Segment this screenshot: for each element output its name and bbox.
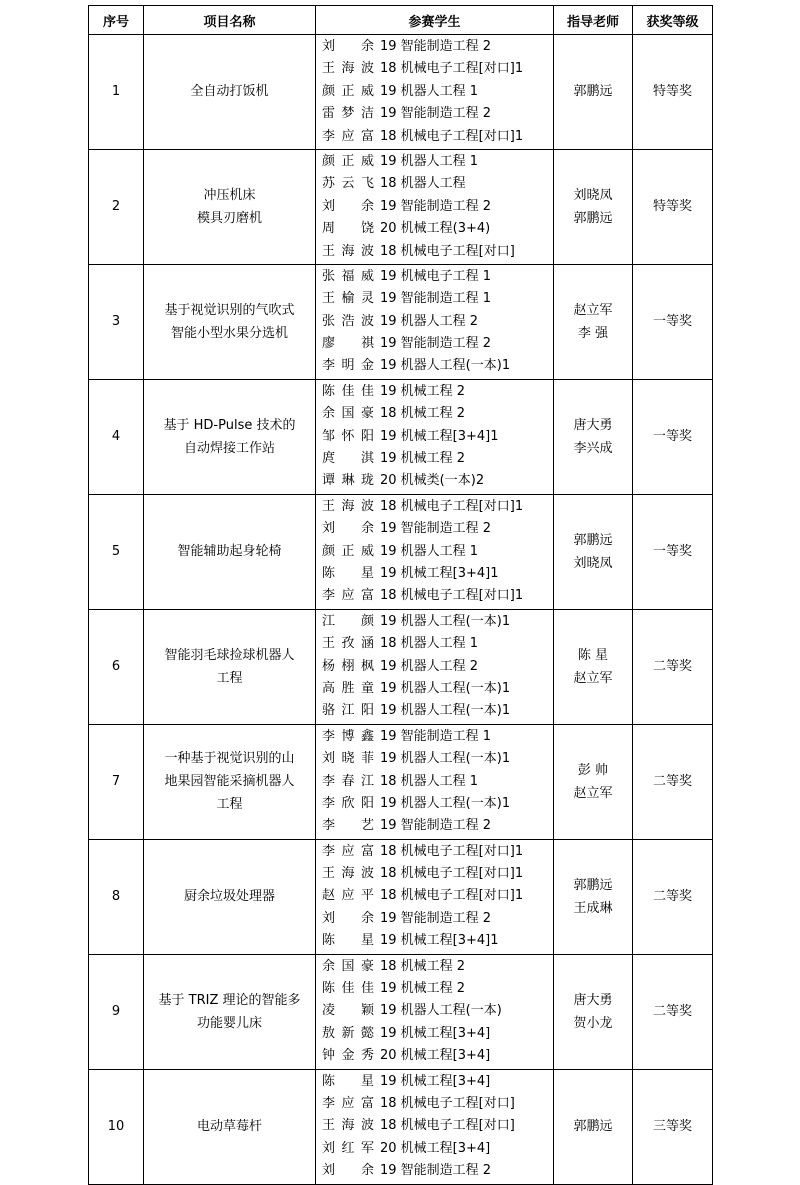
row-number: 6 — [89, 609, 144, 724]
student-entry — [322, 426, 553, 448]
project-name — [144, 839, 316, 954]
student-name: 张福威 — [322, 268, 374, 284]
students-cell — [316, 494, 554, 609]
student-entry — [322, 58, 553, 80]
student-entry — [322, 885, 553, 907]
student-name: 李应富 — [322, 588, 374, 604]
header-students: 参赛学生 — [316, 6, 554, 35]
student-class: 19 机器人工程(一本)1 — [380, 358, 511, 374]
student-class: 19 智能制造工程 2 — [380, 521, 492, 537]
student-entry — [322, 748, 553, 770]
student-name: 王海波 — [322, 1118, 374, 1134]
student-class: 19 机械工程[3+4]1 — [380, 428, 499, 444]
student-entry — [322, 541, 553, 563]
student-entry — [322, 1160, 553, 1182]
teacher-name: 刘晓凤 — [573, 187, 613, 203]
student-class: 19 机器人工程 1 — [380, 83, 479, 99]
student-name: 余国豪 — [322, 406, 374, 422]
student-class: 19 机器人工程 1 — [380, 153, 479, 169]
student-entry — [322, 563, 553, 585]
student-class: 18 机械电子工程[对口]1 — [380, 866, 524, 882]
student-entry — [322, 126, 553, 148]
student-name: 雷梦洁 — [322, 106, 374, 122]
student-entry — [322, 311, 553, 333]
student-class: 18 机械电子工程[对口]1 — [380, 888, 524, 904]
student-class: 19 智能制造工程 2 — [380, 39, 492, 54]
awards-table — [88, 5, 713, 1185]
row-number: 8 — [89, 839, 144, 954]
student-class: 18 机械工程 2 — [380, 958, 466, 974]
student-entry — [322, 151, 553, 173]
student-name: 敖新懿 — [322, 1025, 374, 1041]
teachers-cell — [554, 1069, 633, 1184]
student-name: 王孜涵 — [322, 636, 374, 652]
teacher-name: 赵立军 — [573, 302, 613, 318]
project-name-line: 地果园智能采摘机器人 — [164, 774, 295, 790]
student-name: 王海波 — [322, 243, 374, 259]
student-class: 19 机器人工程(一本)1 — [380, 751, 511, 767]
student-name: 陈 星 — [322, 1073, 374, 1089]
row-number: 9 — [89, 954, 144, 1069]
student-name: 李应富 — [322, 843, 374, 859]
teacher-name: 李 强 — [577, 325, 609, 341]
teacher-name: 郭鹏远 — [573, 210, 613, 226]
student-entry — [322, 1138, 553, 1160]
student-class: 18 机器人工程 — [380, 176, 466, 192]
teacher-name: 郭鹏远 — [573, 877, 613, 893]
student-name: 钟金秀 — [322, 1048, 374, 1064]
student-name: 王海波 — [322, 61, 374, 77]
student-entry — [322, 496, 553, 518]
student-class: 19 智能制造工程 1 — [380, 291, 492, 307]
teachers-cell — [554, 724, 633, 839]
student-entry — [322, 793, 553, 815]
student-name: 刘 余 — [322, 198, 374, 214]
students-cell — [316, 609, 554, 724]
header-project: 项目名称 — [144, 6, 316, 35]
teacher-name: 陈 星 — [577, 647, 609, 663]
teacher-name: 郭鹏远 — [573, 1119, 613, 1135]
student-entry — [322, 241, 553, 263]
project-name-line: 功能婴儿床 — [196, 1015, 262, 1031]
table-row — [89, 379, 713, 494]
project-name — [144, 149, 316, 264]
row-number: 10 — [89, 1069, 144, 1184]
student-class: 20 机械类(一本)2 — [380, 473, 485, 489]
student-name: 骆江阳 — [322, 703, 374, 719]
project-name-line: 智能羽毛球捡球机器人 — [164, 647, 295, 663]
student-entry — [322, 381, 553, 403]
student-entry — [322, 1000, 553, 1022]
student-class: 20 机械工程[3+4] — [380, 1048, 491, 1064]
student-name: 陈 星 — [322, 565, 374, 581]
award-level: 一等奖 — [633, 379, 713, 494]
teachers-cell — [554, 149, 633, 264]
student-class: 19 机械工程[3+4] — [380, 1025, 491, 1041]
teacher-name: 郭鹏远 — [573, 532, 613, 548]
student-class: 19 机器人工程(一本)1 — [380, 613, 511, 629]
student-class: 18 机械电子工程[对口] — [380, 243, 515, 259]
student-entry — [322, 470, 553, 492]
student-class: 19 机械工程 2 — [380, 451, 466, 467]
student-entry — [322, 36, 553, 58]
student-entry — [322, 863, 553, 885]
student-class: 18 机械电子工程[对口]1 — [380, 588, 524, 604]
student-name: 李 艺 — [322, 818, 374, 834]
project-name — [144, 494, 316, 609]
students-cell — [316, 379, 554, 494]
student-entry — [322, 1045, 553, 1067]
project-name-line: 基于视觉识别的气吹式 — [164, 302, 295, 318]
student-name: 李欣阳 — [322, 795, 374, 811]
project-name-line: 模具刃磨机 — [196, 210, 262, 226]
student-name: 刘 余 — [322, 39, 374, 54]
student-name: 谭琳珑 — [322, 473, 374, 489]
student-entry — [322, 266, 553, 288]
students-cell — [316, 149, 554, 264]
student-entry — [322, 81, 553, 103]
table-row — [89, 724, 713, 839]
student-name: 庹 淇 — [322, 451, 374, 467]
project-name — [144, 35, 316, 150]
student-name: 江 颜 — [322, 613, 374, 629]
table-row — [89, 1069, 713, 1184]
header-row — [89, 6, 713, 35]
teachers-cell — [554, 494, 633, 609]
project-name-line: 电动草莓杆 — [196, 1119, 262, 1135]
project-name-line: 基于 HD-Pulse 技术的 — [163, 417, 296, 433]
student-class: 18 机械工程 2 — [380, 406, 466, 422]
project-name — [144, 1069, 316, 1184]
teacher-name: 李兴成 — [573, 440, 613, 456]
student-class: 20 机械工程(3+4) — [380, 221, 491, 237]
student-class: 19 智能制造工程 2 — [380, 818, 492, 834]
student-class: 19 机械电子工程 1 — [380, 268, 492, 284]
student-entry — [322, 656, 553, 678]
project-name-line: 全自动打饭机 — [190, 84, 269, 100]
student-name: 王海波 — [322, 866, 374, 882]
teacher-name: 郭鹏远 — [573, 84, 613, 100]
student-class: 19 机械工程 2 — [380, 383, 466, 399]
student-entry — [322, 908, 553, 930]
student-class: 19 智能制造工程 1 — [380, 728, 492, 744]
student-name: 李春江 — [322, 773, 374, 789]
teachers-cell — [554, 839, 633, 954]
project-name — [144, 264, 316, 379]
student-class: 18 机械电子工程[对口]1 — [380, 843, 524, 859]
project-name-line: 自动焊接工作站 — [183, 440, 275, 456]
teacher-name: 赵立军 — [573, 785, 613, 801]
student-entry — [322, 288, 553, 310]
student-name: 王海波 — [322, 498, 374, 514]
student-class: 19 机器人工程 2 — [380, 658, 479, 674]
row-number: 4 — [89, 379, 144, 494]
row-number: 1 — [89, 35, 144, 150]
student-name: 颜正威 — [322, 83, 374, 99]
student-class: 19 机器人工程(一本)1 — [380, 680, 511, 696]
teacher-name: 唐大勇 — [573, 417, 613, 433]
student-entry — [322, 611, 553, 633]
student-entry — [322, 726, 553, 748]
project-name-line: 智能小型水果分选机 — [170, 325, 288, 341]
student-entry — [322, 355, 553, 377]
student-name: 刘晓菲 — [322, 751, 374, 767]
teacher-name: 赵立军 — [573, 670, 613, 686]
student-class: 19 智能制造工程 2 — [380, 198, 492, 214]
student-entry — [322, 930, 553, 952]
student-entry — [322, 633, 553, 655]
header-no: 序号 — [89, 6, 144, 35]
student-name: 廖 祺 — [322, 336, 374, 352]
students-cell — [316, 1069, 554, 1184]
student-class: 19 智能制造工程 2 — [380, 910, 492, 926]
student-class: 18 机械电子工程[对口] — [380, 1118, 515, 1134]
student-class: 19 机械工程 2 — [380, 981, 466, 997]
student-name: 刘 余 — [322, 1163, 374, 1179]
student-name: 陈 星 — [322, 933, 374, 949]
student-name: 王榆灵 — [322, 291, 374, 307]
student-name: 李应富 — [322, 1095, 374, 1111]
student-name: 邹怀阳 — [322, 428, 374, 444]
project-name-line: 厨余垃圾处理器 — [183, 889, 275, 905]
student-entry — [322, 518, 553, 540]
row-number: 3 — [89, 264, 144, 379]
award-level: 二等奖 — [633, 839, 713, 954]
student-entry — [322, 585, 553, 607]
student-name: 赵应平 — [322, 888, 374, 904]
project-name-line: 工程 — [216, 670, 243, 686]
student-name: 陈佳佳 — [322, 981, 374, 997]
student-name: 苏云飞 — [322, 176, 374, 192]
student-class: 18 机械电子工程[对口]1 — [380, 498, 524, 514]
students-cell — [316, 264, 554, 379]
student-entry — [322, 678, 553, 700]
student-entry — [322, 956, 553, 978]
student-class: 19 机械工程[3+4]1 — [380, 565, 499, 581]
student-entry — [322, 173, 553, 195]
students-cell — [316, 724, 554, 839]
project-name — [144, 954, 316, 1069]
row-number: 7 — [89, 724, 144, 839]
student-entry — [322, 1093, 553, 1115]
award-level: 特等奖 — [633, 35, 713, 150]
teachers-cell — [554, 264, 633, 379]
student-entry — [322, 403, 553, 425]
row-number: 5 — [89, 494, 144, 609]
table-row — [89, 149, 713, 264]
teacher-name: 贺小龙 — [573, 1015, 613, 1031]
table-row — [89, 264, 713, 379]
student-class: 19 智能制造工程 2 — [380, 1163, 492, 1179]
header-award: 获奖等级 — [633, 6, 713, 35]
project-name — [144, 379, 316, 494]
header-teachers: 指导老师 — [554, 6, 633, 35]
student-class: 19 机械工程[3+4]1 — [380, 933, 499, 949]
student-name: 颜正威 — [322, 153, 374, 169]
student-name: 颜正威 — [322, 543, 374, 559]
student-entry — [322, 448, 553, 470]
award-level: 一等奖 — [633, 264, 713, 379]
student-entry — [322, 815, 553, 837]
student-name: 李明金 — [322, 358, 374, 374]
award-level: 二等奖 — [633, 609, 713, 724]
teachers-cell — [554, 35, 633, 150]
student-class: 19 机器人工程(一本)1 — [380, 703, 511, 719]
student-class: 18 机器人工程 1 — [380, 636, 479, 652]
teachers-cell — [554, 379, 633, 494]
table-row — [89, 609, 713, 724]
student-name: 张浩波 — [322, 313, 374, 329]
students-cell — [316, 839, 554, 954]
student-entry — [322, 841, 553, 863]
student-entry — [322, 978, 553, 1000]
project-name-line: 工程 — [216, 797, 243, 813]
student-class: 20 机械工程[3+4] — [380, 1140, 491, 1156]
student-class: 19 机械工程[3+4] — [380, 1073, 491, 1089]
student-class: 18 机械电子工程[对口] — [380, 1095, 515, 1111]
award-level: 二等奖 — [633, 724, 713, 839]
table-row — [89, 954, 713, 1069]
teacher-name: 彭 帅 — [577, 762, 609, 778]
project-name — [144, 609, 316, 724]
student-name: 李博鑫 — [322, 728, 374, 744]
student-class: 18 机械电子工程[对口]1 — [380, 128, 524, 144]
student-class: 19 机器人工程 1 — [380, 543, 479, 559]
row-number: 2 — [89, 149, 144, 264]
student-entry — [322, 1023, 553, 1045]
student-name: 刘 余 — [322, 910, 374, 926]
award-level: 特等奖 — [633, 149, 713, 264]
teacher-name: 王成琳 — [573, 900, 613, 916]
students-cell — [316, 35, 554, 150]
project-name — [144, 724, 316, 839]
teacher-name: 唐大勇 — [573, 992, 613, 1008]
teachers-cell — [554, 954, 633, 1069]
student-name: 周 饶 — [322, 221, 374, 237]
award-level: 二等奖 — [633, 954, 713, 1069]
student-class: 19 机器人工程(一本)1 — [380, 795, 511, 811]
student-class: 19 机器人工程 2 — [380, 313, 479, 329]
project-name-line: 一种基于视觉识别的山 — [164, 751, 295, 767]
student-name: 高胜童 — [322, 680, 374, 696]
student-entry — [322, 700, 553, 722]
student-class: 19 智能制造工程 2 — [380, 106, 492, 122]
student-class: 18 机械电子工程[对口]1 — [380, 61, 524, 77]
student-class: 19 机器人工程(一本) — [380, 1003, 502, 1019]
student-entry — [322, 218, 553, 240]
student-name: 余国豪 — [322, 958, 374, 974]
project-name-line: 基于 TRIZ 理论的智能多 — [158, 992, 301, 1008]
students-cell — [316, 954, 554, 1069]
student-entry — [322, 771, 553, 793]
award-level: 一等奖 — [633, 494, 713, 609]
student-name: 陈佳佳 — [322, 383, 374, 399]
table-row — [89, 839, 713, 954]
student-entry — [322, 1071, 553, 1093]
student-class: 18 机器人工程 1 — [380, 773, 479, 789]
student-name: 凌 颖 — [322, 1003, 374, 1019]
project-name-line: 智能辅助起身轮椅 — [177, 544, 282, 560]
award-level: 三等奖 — [633, 1069, 713, 1184]
student-name: 杨栩枫 — [322, 658, 374, 674]
teacher-name: 刘晓凤 — [573, 555, 613, 571]
student-entry — [322, 103, 553, 125]
teachers-cell — [554, 609, 633, 724]
student-name: 刘红军 — [322, 1140, 374, 1156]
table-row — [89, 35, 713, 150]
student-name: 刘 余 — [322, 521, 374, 537]
student-class: 19 智能制造工程 2 — [380, 336, 492, 352]
table-body — [89, 35, 713, 1185]
student-entry — [322, 196, 553, 218]
student-name: 李应富 — [322, 128, 374, 144]
student-entry — [322, 333, 553, 355]
student-entry — [322, 1115, 553, 1137]
table-row — [89, 494, 713, 609]
project-name-line: 冲压机床 — [203, 187, 256, 203]
